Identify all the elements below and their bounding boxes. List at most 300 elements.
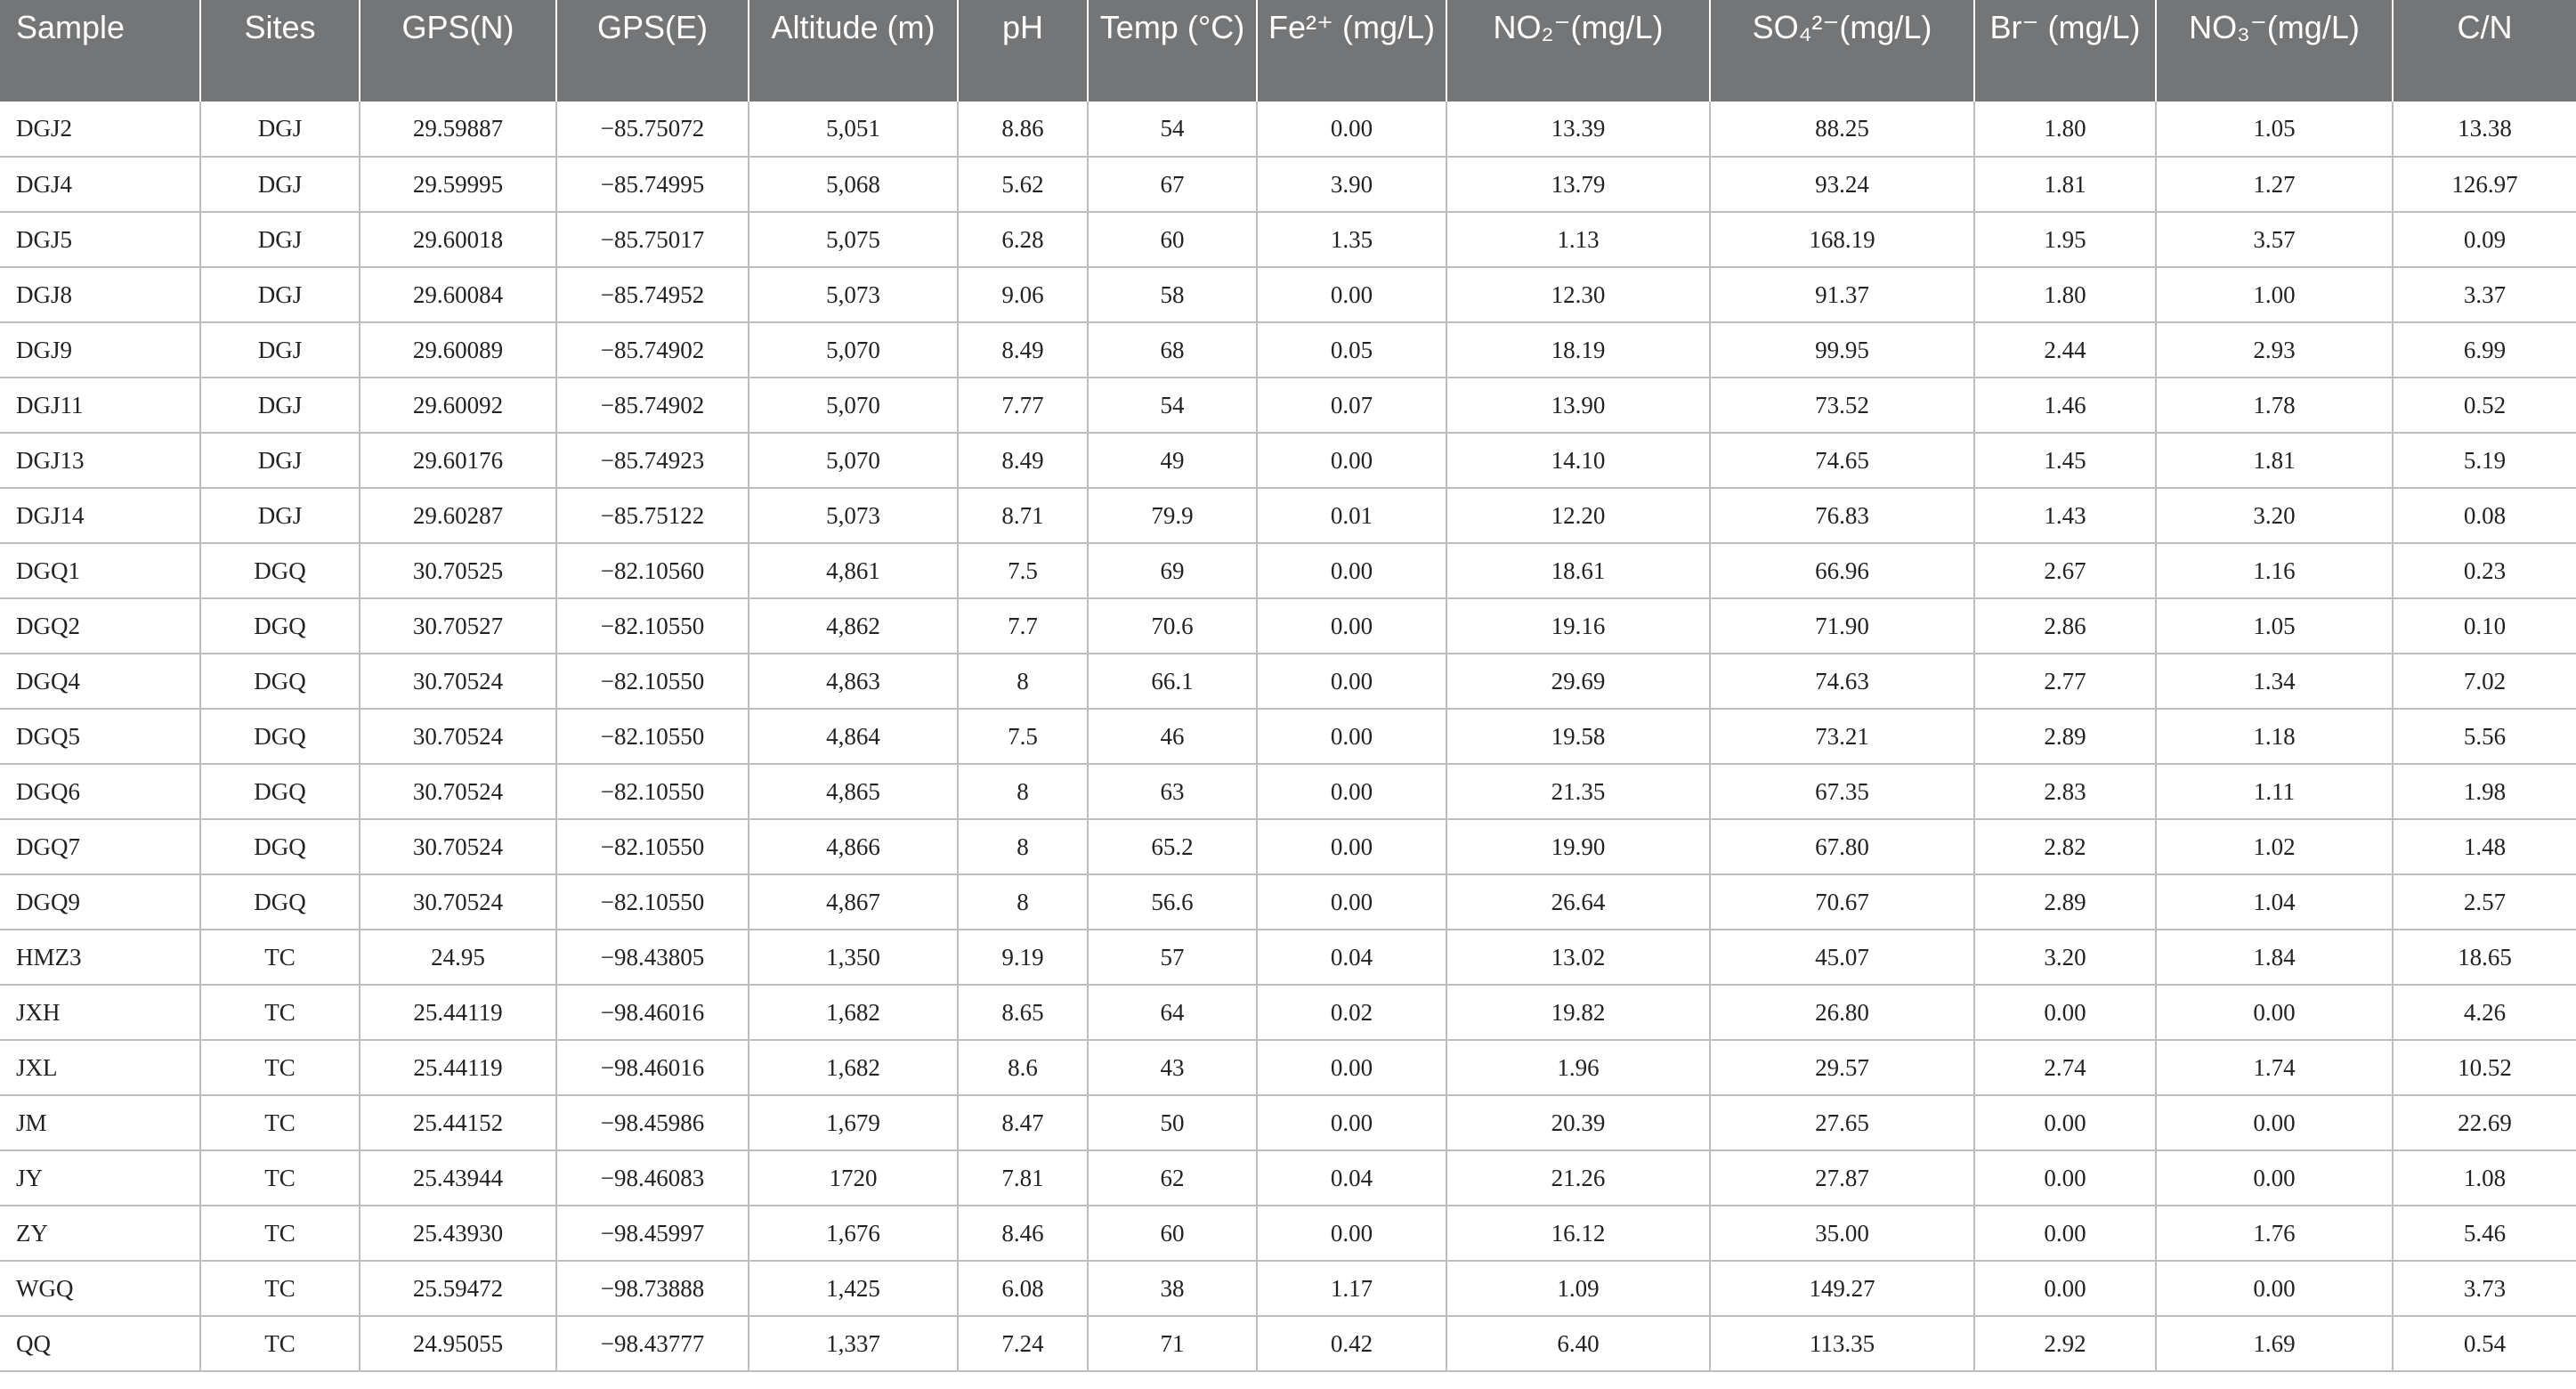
cell-no2: 19.58 xyxy=(1446,709,1710,764)
cell-no2: 29.69 xyxy=(1446,654,1710,709)
cell-br: 1.45 xyxy=(1974,433,2156,488)
cell-cn: 1.08 xyxy=(2393,1150,2576,1206)
cell-altitude: 5,070 xyxy=(749,433,958,488)
cell-so4: 88.25 xyxy=(1710,102,1974,157)
cell-gps-n: 25.44119 xyxy=(360,1040,556,1095)
cell-temp: 56.6 xyxy=(1088,874,1257,930)
cell-br: 1.81 xyxy=(1974,157,2156,212)
cell-altitude: 1,425 xyxy=(749,1261,958,1316)
cell-sites: TC xyxy=(200,1040,360,1095)
cell-sites: DGJ xyxy=(200,267,360,322)
cell-no3: 3.20 xyxy=(2156,488,2393,543)
cell-no3: 1.02 xyxy=(2156,819,2393,874)
header-so4: SO₄²⁻(mg/L) xyxy=(1710,0,1974,102)
cell-altitude: 4,862 xyxy=(749,598,958,654)
cell-so4: 73.52 xyxy=(1710,378,1974,433)
cell-br: 2.44 xyxy=(1974,322,2156,378)
cell-br: 0.00 xyxy=(1974,1206,2156,1261)
cell-sites: TC xyxy=(200,985,360,1040)
cell-no2: 21.35 xyxy=(1446,764,1710,819)
cell-ph: 7.5 xyxy=(958,543,1088,598)
header-altitude: Altitude (m) xyxy=(749,0,958,102)
cell-gps-e: −85.75072 xyxy=(556,102,749,157)
cell-sample: DGJ13 xyxy=(0,433,200,488)
table-row xyxy=(0,488,2576,543)
cell-ph: 8.6 xyxy=(958,1040,1088,1095)
cell-sample: WGQ xyxy=(0,1261,200,1316)
cell-fe: 1.17 xyxy=(1257,1261,1446,1316)
cell-br: 2.77 xyxy=(1974,654,2156,709)
table-row xyxy=(0,1095,2576,1150)
cell-fe: 0.00 xyxy=(1257,819,1446,874)
table-row xyxy=(0,157,2576,212)
cell-no2: 1.09 xyxy=(1446,1261,1710,1316)
cell-ph: 8.86 xyxy=(958,102,1088,157)
cell-ph: 8.71 xyxy=(958,488,1088,543)
cell-sites: TC xyxy=(200,1150,360,1206)
table-body xyxy=(0,102,2576,1371)
cell-fe: 0.04 xyxy=(1257,930,1446,985)
cell-br: 2.92 xyxy=(1974,1316,2156,1371)
cell-ph: 8.65 xyxy=(958,985,1088,1040)
cell-gps-n: 29.59995 xyxy=(360,157,556,212)
cell-no2: 12.20 xyxy=(1446,488,1710,543)
cell-br: 1.43 xyxy=(1974,488,2156,543)
cell-no3: 1.74 xyxy=(2156,1040,2393,1095)
header-sites: Sites xyxy=(200,0,360,102)
cell-gps-n: 29.60287 xyxy=(360,488,556,543)
table-row xyxy=(0,874,2576,930)
cell-cn: 0.54 xyxy=(2393,1316,2576,1371)
cell-so4: 29.57 xyxy=(1710,1040,1974,1095)
cell-br: 1.80 xyxy=(1974,267,2156,322)
cell-temp: 60 xyxy=(1088,212,1257,267)
cell-temp: 66.1 xyxy=(1088,654,1257,709)
cell-sample: DGQ5 xyxy=(0,709,200,764)
cell-altitude: 1,682 xyxy=(749,1040,958,1095)
cell-no2: 21.26 xyxy=(1446,1150,1710,1206)
cell-gps-n: 30.70527 xyxy=(360,598,556,654)
cell-sample: HMZ3 xyxy=(0,930,200,985)
cell-gps-e: −98.46016 xyxy=(556,1040,749,1095)
cell-fe: 0.00 xyxy=(1257,102,1446,157)
cell-temp: 50 xyxy=(1088,1095,1257,1150)
cell-no3: 1.34 xyxy=(2156,654,2393,709)
cell-temp: 67 xyxy=(1088,157,1257,212)
cell-gps-e: −82.10550 xyxy=(556,819,749,874)
cell-sites: TC xyxy=(200,930,360,985)
cell-gps-n: 30.70524 xyxy=(360,709,556,764)
table-row xyxy=(0,1206,2576,1261)
table-row xyxy=(0,212,2576,267)
cell-sites: TC xyxy=(200,1261,360,1316)
cell-sites: DGJ xyxy=(200,322,360,378)
cell-no3: 1.76 xyxy=(2156,1206,2393,1261)
cell-so4: 67.35 xyxy=(1710,764,1974,819)
cell-fe: 0.00 xyxy=(1257,1040,1446,1095)
cell-fe: 1.35 xyxy=(1257,212,1446,267)
cell-gps-e: −98.46083 xyxy=(556,1150,749,1206)
cell-fe: 0.00 xyxy=(1257,1206,1446,1261)
cell-gps-e: −82.10550 xyxy=(556,709,749,764)
cell-gps-e: −98.46016 xyxy=(556,985,749,1040)
cell-no2: 19.82 xyxy=(1446,985,1710,1040)
cell-so4: 70.67 xyxy=(1710,874,1974,930)
cell-fe: 0.00 xyxy=(1257,709,1446,764)
cell-temp: 62 xyxy=(1088,1150,1257,1206)
cell-temp: 79.9 xyxy=(1088,488,1257,543)
table-row xyxy=(0,709,2576,764)
cell-altitude: 1,679 xyxy=(749,1095,958,1150)
cell-no2: 18.19 xyxy=(1446,322,1710,378)
cell-gps-e: −98.45997 xyxy=(556,1206,749,1261)
cell-cn: 13.38 xyxy=(2393,102,2576,157)
cell-altitude: 1,350 xyxy=(749,930,958,985)
cell-br: 2.67 xyxy=(1974,543,2156,598)
cell-altitude: 5,051 xyxy=(749,102,958,157)
cell-ph: 6.08 xyxy=(958,1261,1088,1316)
cell-gps-n: 30.70525 xyxy=(360,543,556,598)
cell-gps-e: −85.74952 xyxy=(556,267,749,322)
cell-sites: DGQ xyxy=(200,709,360,764)
cell-gps-e: −82.10550 xyxy=(556,874,749,930)
cell-no3: 1.11 xyxy=(2156,764,2393,819)
cell-sites: TC xyxy=(200,1206,360,1261)
cell-sites: DGJ xyxy=(200,157,360,212)
cell-no2: 13.02 xyxy=(1446,930,1710,985)
cell-temp: 57 xyxy=(1088,930,1257,985)
cell-sites: DGJ xyxy=(200,102,360,157)
cell-temp: 65.2 xyxy=(1088,819,1257,874)
header-gps-e: GPS(E) xyxy=(556,0,749,102)
cell-so4: 74.63 xyxy=(1710,654,1974,709)
cell-sites: DGJ xyxy=(200,212,360,267)
cell-gps-e: −85.75017 xyxy=(556,212,749,267)
cell-br: 3.20 xyxy=(1974,930,2156,985)
cell-no3: 1.69 xyxy=(2156,1316,2393,1371)
cell-sites: DGQ xyxy=(200,654,360,709)
cell-altitude: 5,070 xyxy=(749,322,958,378)
cell-altitude: 4,864 xyxy=(749,709,958,764)
cell-altitude: 1,676 xyxy=(749,1206,958,1261)
header-fe: Fe²⁺ (mg/L) xyxy=(1257,0,1446,102)
cell-gps-n: 24.95 xyxy=(360,930,556,985)
cell-so4: 66.96 xyxy=(1710,543,1974,598)
cell-cn: 1.98 xyxy=(2393,764,2576,819)
cell-no2: 1.96 xyxy=(1446,1040,1710,1095)
cell-sites: DGQ xyxy=(200,764,360,819)
table-row xyxy=(0,764,2576,819)
cell-so4: 67.80 xyxy=(1710,819,1974,874)
table-row xyxy=(0,322,2576,378)
cell-sites: TC xyxy=(200,1316,360,1371)
cell-no2: 18.61 xyxy=(1446,543,1710,598)
table-row xyxy=(0,985,2576,1040)
cell-no3: 1.05 xyxy=(2156,598,2393,654)
cell-no2: 13.90 xyxy=(1446,378,1710,433)
cell-cn: 7.02 xyxy=(2393,654,2576,709)
cell-cn: 10.52 xyxy=(2393,1040,2576,1095)
cell-no3: 0.00 xyxy=(2156,985,2393,1040)
cell-fe: 0.00 xyxy=(1257,433,1446,488)
cell-cn: 22.69 xyxy=(2393,1095,2576,1150)
cell-sites: DGQ xyxy=(200,874,360,930)
cell-so4: 27.65 xyxy=(1710,1095,1974,1150)
cell-fe: 0.00 xyxy=(1257,1095,1446,1150)
cell-no2: 1.13 xyxy=(1446,212,1710,267)
table-row xyxy=(0,654,2576,709)
cell-ph: 8.49 xyxy=(958,433,1088,488)
cell-no3: 0.00 xyxy=(2156,1095,2393,1150)
cell-temp: 43 xyxy=(1088,1040,1257,1095)
cell-altitude: 5,073 xyxy=(749,267,958,322)
cell-cn: 0.52 xyxy=(2393,378,2576,433)
cell-sample: DGJ2 xyxy=(0,102,200,157)
cell-cn: 3.37 xyxy=(2393,267,2576,322)
cell-altitude: 4,861 xyxy=(749,543,958,598)
cell-sample: JXH xyxy=(0,985,200,1040)
cell-sample: JY xyxy=(0,1150,200,1206)
cell-no3: 1.16 xyxy=(2156,543,2393,598)
cell-so4: 99.95 xyxy=(1710,322,1974,378)
table-row xyxy=(0,1040,2576,1095)
header-cn: C/N xyxy=(2393,0,2576,102)
cell-gps-n: 29.59887 xyxy=(360,102,556,157)
cell-ph: 8 xyxy=(958,764,1088,819)
cell-ph: 7.77 xyxy=(958,378,1088,433)
cell-temp: 58 xyxy=(1088,267,1257,322)
cell-gps-e: −85.74995 xyxy=(556,157,749,212)
cell-altitude: 4,867 xyxy=(749,874,958,930)
cell-sample: ZY xyxy=(0,1206,200,1261)
cell-cn: 0.10 xyxy=(2393,598,2576,654)
cell-gps-e: −82.10560 xyxy=(556,543,749,598)
cell-gps-n: 24.95055 xyxy=(360,1316,556,1371)
cell-sample: DGJ11 xyxy=(0,378,200,433)
cell-gps-e: −82.10550 xyxy=(556,654,749,709)
cell-br: 2.82 xyxy=(1974,819,2156,874)
cell-sample: DGJ8 xyxy=(0,267,200,322)
cell-br: 2.83 xyxy=(1974,764,2156,819)
cell-sites: DGJ xyxy=(200,433,360,488)
cell-br: 1.46 xyxy=(1974,378,2156,433)
cell-ph: 8 xyxy=(958,654,1088,709)
table-row xyxy=(0,102,2576,157)
cell-so4: 168.19 xyxy=(1710,212,1974,267)
cell-so4: 93.24 xyxy=(1710,157,1974,212)
cell-no3: 3.57 xyxy=(2156,212,2393,267)
cell-br: 0.00 xyxy=(1974,1261,2156,1316)
cell-no3: 1.27 xyxy=(2156,157,2393,212)
cell-gps-n: 30.70524 xyxy=(360,874,556,930)
table-row xyxy=(0,930,2576,985)
cell-br: 2.89 xyxy=(1974,709,2156,764)
cell-fe: 0.00 xyxy=(1257,598,1446,654)
cell-no2: 26.64 xyxy=(1446,874,1710,930)
cell-no3: 1.81 xyxy=(2156,433,2393,488)
cell-sample: JXL xyxy=(0,1040,200,1095)
cell-gps-n: 30.70524 xyxy=(360,764,556,819)
cell-no3: 1.18 xyxy=(2156,709,2393,764)
cell-gps-e: −82.10550 xyxy=(556,598,749,654)
cell-sample: DGJ5 xyxy=(0,212,200,267)
table-row xyxy=(0,598,2576,654)
cell-gps-n: 29.60092 xyxy=(360,378,556,433)
cell-so4: 71.90 xyxy=(1710,598,1974,654)
cell-fe: 0.00 xyxy=(1257,654,1446,709)
cell-cn: 2.57 xyxy=(2393,874,2576,930)
cell-altitude: 4,865 xyxy=(749,764,958,819)
cell-ph: 9.19 xyxy=(958,930,1088,985)
cell-gps-n: 30.70524 xyxy=(360,819,556,874)
cell-gps-e: −82.10550 xyxy=(556,764,749,819)
cell-cn: 18.65 xyxy=(2393,930,2576,985)
cell-no3: 1.84 xyxy=(2156,930,2393,985)
cell-ph: 7.5 xyxy=(958,709,1088,764)
cell-temp: 71 xyxy=(1088,1316,1257,1371)
cell-temp: 70.6 xyxy=(1088,598,1257,654)
cell-ph: 8.49 xyxy=(958,322,1088,378)
cell-so4: 74.65 xyxy=(1710,433,1974,488)
table-row xyxy=(0,819,2576,874)
cell-gps-e: −85.74902 xyxy=(556,322,749,378)
cell-fe: 0.05 xyxy=(1257,322,1446,378)
header-gps-n: GPS(N) xyxy=(360,0,556,102)
cell-fe: 0.02 xyxy=(1257,985,1446,1040)
cell-no2: 12.30 xyxy=(1446,267,1710,322)
cell-sample: DGJ9 xyxy=(0,322,200,378)
cell-sample: DGJ14 xyxy=(0,488,200,543)
cell-gps-n: 30.70524 xyxy=(360,654,556,709)
cell-ph: 7.81 xyxy=(958,1150,1088,1206)
cell-no2: 14.10 xyxy=(1446,433,1710,488)
cell-fe: 0.42 xyxy=(1257,1316,1446,1371)
cell-sample: DGJ4 xyxy=(0,157,200,212)
cell-fe: 0.01 xyxy=(1257,488,1446,543)
header-br: Br⁻ (mg/L) xyxy=(1974,0,2156,102)
cell-cn: 6.99 xyxy=(2393,322,2576,378)
cell-no3: 1.05 xyxy=(2156,102,2393,157)
cell-ph: 7.7 xyxy=(958,598,1088,654)
cell-cn: 0.23 xyxy=(2393,543,2576,598)
cell-sites: DGJ xyxy=(200,488,360,543)
cell-sample: DGQ2 xyxy=(0,598,200,654)
cell-temp: 38 xyxy=(1088,1261,1257,1316)
cell-temp: 64 xyxy=(1088,985,1257,1040)
cell-ph: 6.28 xyxy=(958,212,1088,267)
cell-gps-e: −85.74902 xyxy=(556,378,749,433)
cell-br: 1.95 xyxy=(1974,212,2156,267)
cell-cn: 3.73 xyxy=(2393,1261,2576,1316)
cell-cn: 5.19 xyxy=(2393,433,2576,488)
cell-ph: 5.62 xyxy=(958,157,1088,212)
table-row xyxy=(0,543,2576,598)
cell-temp: 60 xyxy=(1088,1206,1257,1261)
cell-sample: DGQ9 xyxy=(0,874,200,930)
cell-so4: 27.87 xyxy=(1710,1150,1974,1206)
cell-temp: 54 xyxy=(1088,378,1257,433)
cell-ph: 8 xyxy=(958,819,1088,874)
cell-gps-n: 29.60176 xyxy=(360,433,556,488)
cell-so4: 45.07 xyxy=(1710,930,1974,985)
table-row xyxy=(0,378,2576,433)
cell-so4: 35.00 xyxy=(1710,1206,1974,1261)
cell-temp: 68 xyxy=(1088,322,1257,378)
cell-so4: 73.21 xyxy=(1710,709,1974,764)
cell-fe: 0.07 xyxy=(1257,378,1446,433)
cell-sample: JM xyxy=(0,1095,200,1150)
cell-no2: 19.90 xyxy=(1446,819,1710,874)
cell-cn: 5.56 xyxy=(2393,709,2576,764)
cell-altitude: 1,337 xyxy=(749,1316,958,1371)
cell-altitude: 4,866 xyxy=(749,819,958,874)
cell-gps-n: 25.43930 xyxy=(360,1206,556,1261)
cell-cn: 4.26 xyxy=(2393,985,2576,1040)
cell-sample: DGQ4 xyxy=(0,654,200,709)
cell-so4: 91.37 xyxy=(1710,267,1974,322)
cell-fe: 3.90 xyxy=(1257,157,1446,212)
cell-temp: 69 xyxy=(1088,543,1257,598)
cell-fe: 0.00 xyxy=(1257,543,1446,598)
cell-gps-n: 25.59472 xyxy=(360,1261,556,1316)
cell-br: 2.89 xyxy=(1974,874,2156,930)
cell-no2: 13.79 xyxy=(1446,157,1710,212)
cell-no3: 1.00 xyxy=(2156,267,2393,322)
cell-sample: DGQ1 xyxy=(0,543,200,598)
cell-no2: 20.39 xyxy=(1446,1095,1710,1150)
cell-ph: 9.06 xyxy=(958,267,1088,322)
cell-so4: 26.80 xyxy=(1710,985,1974,1040)
cell-gps-e: −98.43777 xyxy=(556,1316,749,1371)
header-no3: NO₃⁻(mg/L) xyxy=(2156,0,2393,102)
cell-altitude: 4,863 xyxy=(749,654,958,709)
cell-no3: 0.00 xyxy=(2156,1150,2393,1206)
cell-fe: 0.00 xyxy=(1257,874,1446,930)
cell-ph: 8.47 xyxy=(958,1095,1088,1150)
table-row xyxy=(0,1316,2576,1371)
cell-altitude: 5,070 xyxy=(749,378,958,433)
cell-sites: DGQ xyxy=(200,598,360,654)
cell-gps-e: −98.73888 xyxy=(556,1261,749,1316)
cell-gps-n: 29.60084 xyxy=(360,267,556,322)
header-ph: pH xyxy=(958,0,1088,102)
cell-gps-e: −85.75122 xyxy=(556,488,749,543)
cell-fe: 0.00 xyxy=(1257,267,1446,322)
table-row xyxy=(0,267,2576,322)
cell-temp: 46 xyxy=(1088,709,1257,764)
cell-br: 0.00 xyxy=(1974,1150,2156,1206)
cell-ph: 8.46 xyxy=(958,1206,1088,1261)
cell-sample: QQ xyxy=(0,1316,200,1371)
table-row xyxy=(0,1261,2576,1316)
cell-altitude: 5,075 xyxy=(749,212,958,267)
cell-temp: 63 xyxy=(1088,764,1257,819)
header-row xyxy=(0,0,2576,102)
cell-cn: 5.46 xyxy=(2393,1206,2576,1261)
header-temp: Temp (°C) xyxy=(1088,0,1257,102)
cell-br: 0.00 xyxy=(1974,985,2156,1040)
cell-sites: DGQ xyxy=(200,819,360,874)
cell-no3: 1.78 xyxy=(2156,378,2393,433)
cell-altitude: 1720 xyxy=(749,1150,958,1206)
cell-gps-n: 25.43944 xyxy=(360,1150,556,1206)
cell-sites: TC xyxy=(200,1095,360,1150)
cell-cn: 0.09 xyxy=(2393,212,2576,267)
cell-fe: 0.04 xyxy=(1257,1150,1446,1206)
cell-cn: 0.08 xyxy=(2393,488,2576,543)
cell-cn: 126.97 xyxy=(2393,157,2576,212)
cell-no3: 0.00 xyxy=(2156,1261,2393,1316)
